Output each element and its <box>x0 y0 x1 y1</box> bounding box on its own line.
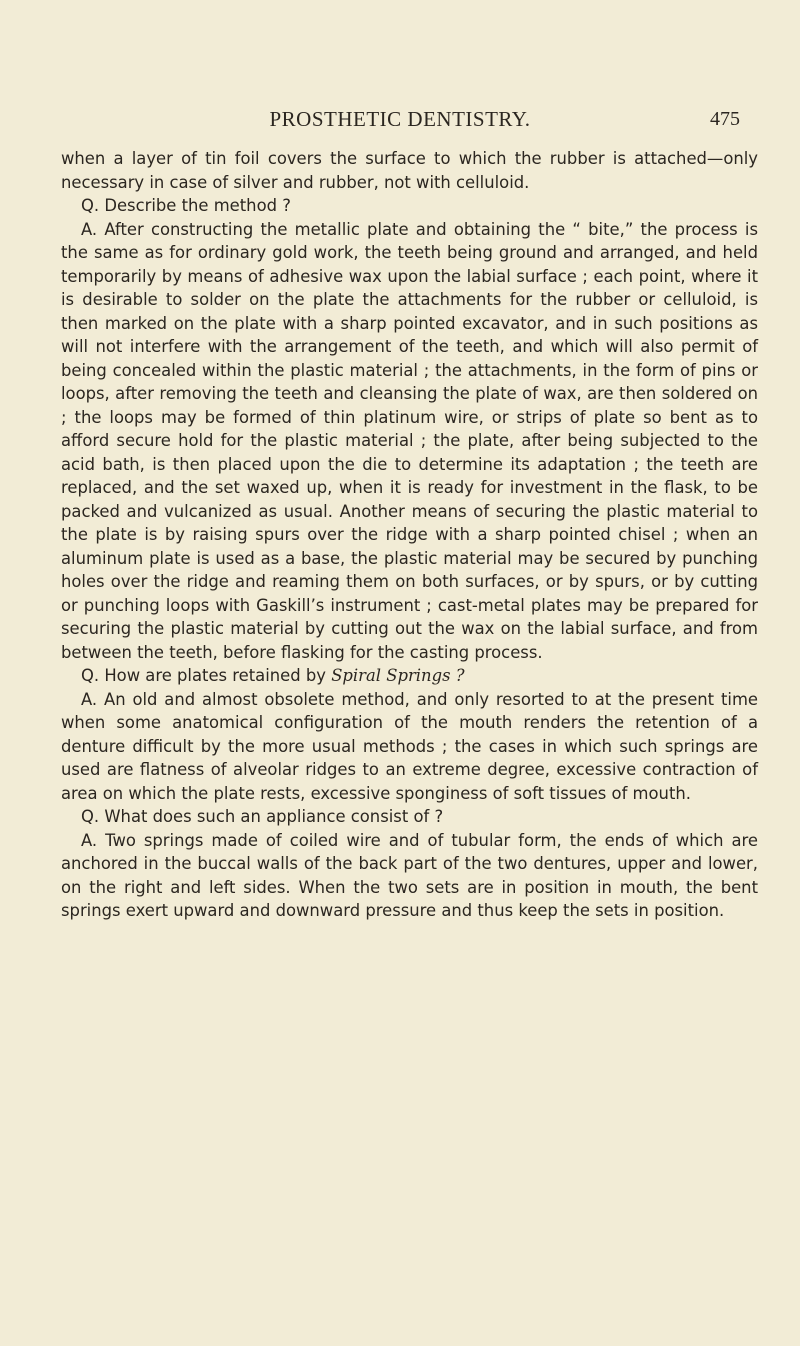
answer-label: A. <box>81 830 98 850</box>
question-label: Q. <box>81 807 100 826</box>
answer-text: An old and almost obsolete method, and only resorted to at the present time when some anatomical configuration of the mouth renders the retention of a denture difficult by the more usual methods ; the cases in which such springs are used are flatness of alveolar ridges to an extreme degree, excessive contraction of area on which the plate rests, excessive sponginess of soft tissues of mouth. <box>61 689 758 803</box>
page-header <box>0 107 800 137</box>
answer-label: A. <box>81 219 98 239</box>
body-text <box>61 147 758 923</box>
answer-text: After constructing the metallic plate and obtaining the “ bite,” the process is the same as for ordinary gold work, the teeth being ground and arranged, and held temporarily by means of adhesive wax upon the labial surface ; each point, where it is desirable to solder on the plate the attachments for the rubber or celluloid, is then marked on the plate with a sharp pointed excavator, and in such positions as will not interfere with the arrangement of the teeth, and which will also permit of being concealed within the plastic material ; the attachments, in the form of pins or loops, after removing the teeth and cleansing the plate of wax, are then soldered on ; the loops may be formed of thin platinum wire, or strips of plate so bent as to afford secure hold for the plastic material ; the plate, after being subjected to the acid bath, is then placed upon the die to determine its adaptation ; the teeth are replaced, and the set waxed up, when it is ready for investment in the flask, to be packed and vulcanized as usual. Another means of securing the plastic material to the plate is by raising spurs over the ridge with a sharp pointed chisel ; when an aluminum plate is used as a base, the plastic material may be secured by punching holes over the ridge and reaming them on both surfaces, or by spurs, or by cutting or punching loops with Gaskill’s instrument ; cast-metal plates may be prepared for securing the plastic material by cutting out the wax on the labial surface, and from between the teeth, before flasking for the casting process. <box>61 219 758 662</box>
question-label: Q. <box>81 196 100 215</box>
question-2 <box>61 664 758 688</box>
question-text: Describe the method ? <box>104 196 291 215</box>
question-emphasis: Spiral Springs ? <box>331 666 465 685</box>
paragraph-text: when a layer of tin foil covers the surface to which the rubber is attached—only necessary in case of silver and rubber, not with celluloid. <box>61 149 758 192</box>
running-head: PROSTHETIC DENTISTRY. <box>269 107 531 131</box>
question-label: Q. <box>81 666 100 685</box>
question-3 <box>61 805 758 829</box>
answer-3 <box>61 829 758 923</box>
answer-2 <box>61 688 758 806</box>
question-text: How are plates retained by <box>104 666 326 685</box>
page-number: 475 <box>710 108 740 130</box>
question-text: What does such an appliance consist of ? <box>104 807 444 826</box>
answer-label: A. <box>81 689 98 709</box>
answer-1 <box>61 218 758 665</box>
answer-text: Two springs made of coiled wire and of tubular form, the ends of which are anchored in the buccal walls of the back part of the two dentures, upper and lower, on the right and left sides. When the two sets are in position in mouth, the bent springs exert upward and downward pressure and thus keep the sets in position. <box>61 830 759 920</box>
paragraph-continuation <box>61 147 758 194</box>
question-1 <box>61 194 758 218</box>
